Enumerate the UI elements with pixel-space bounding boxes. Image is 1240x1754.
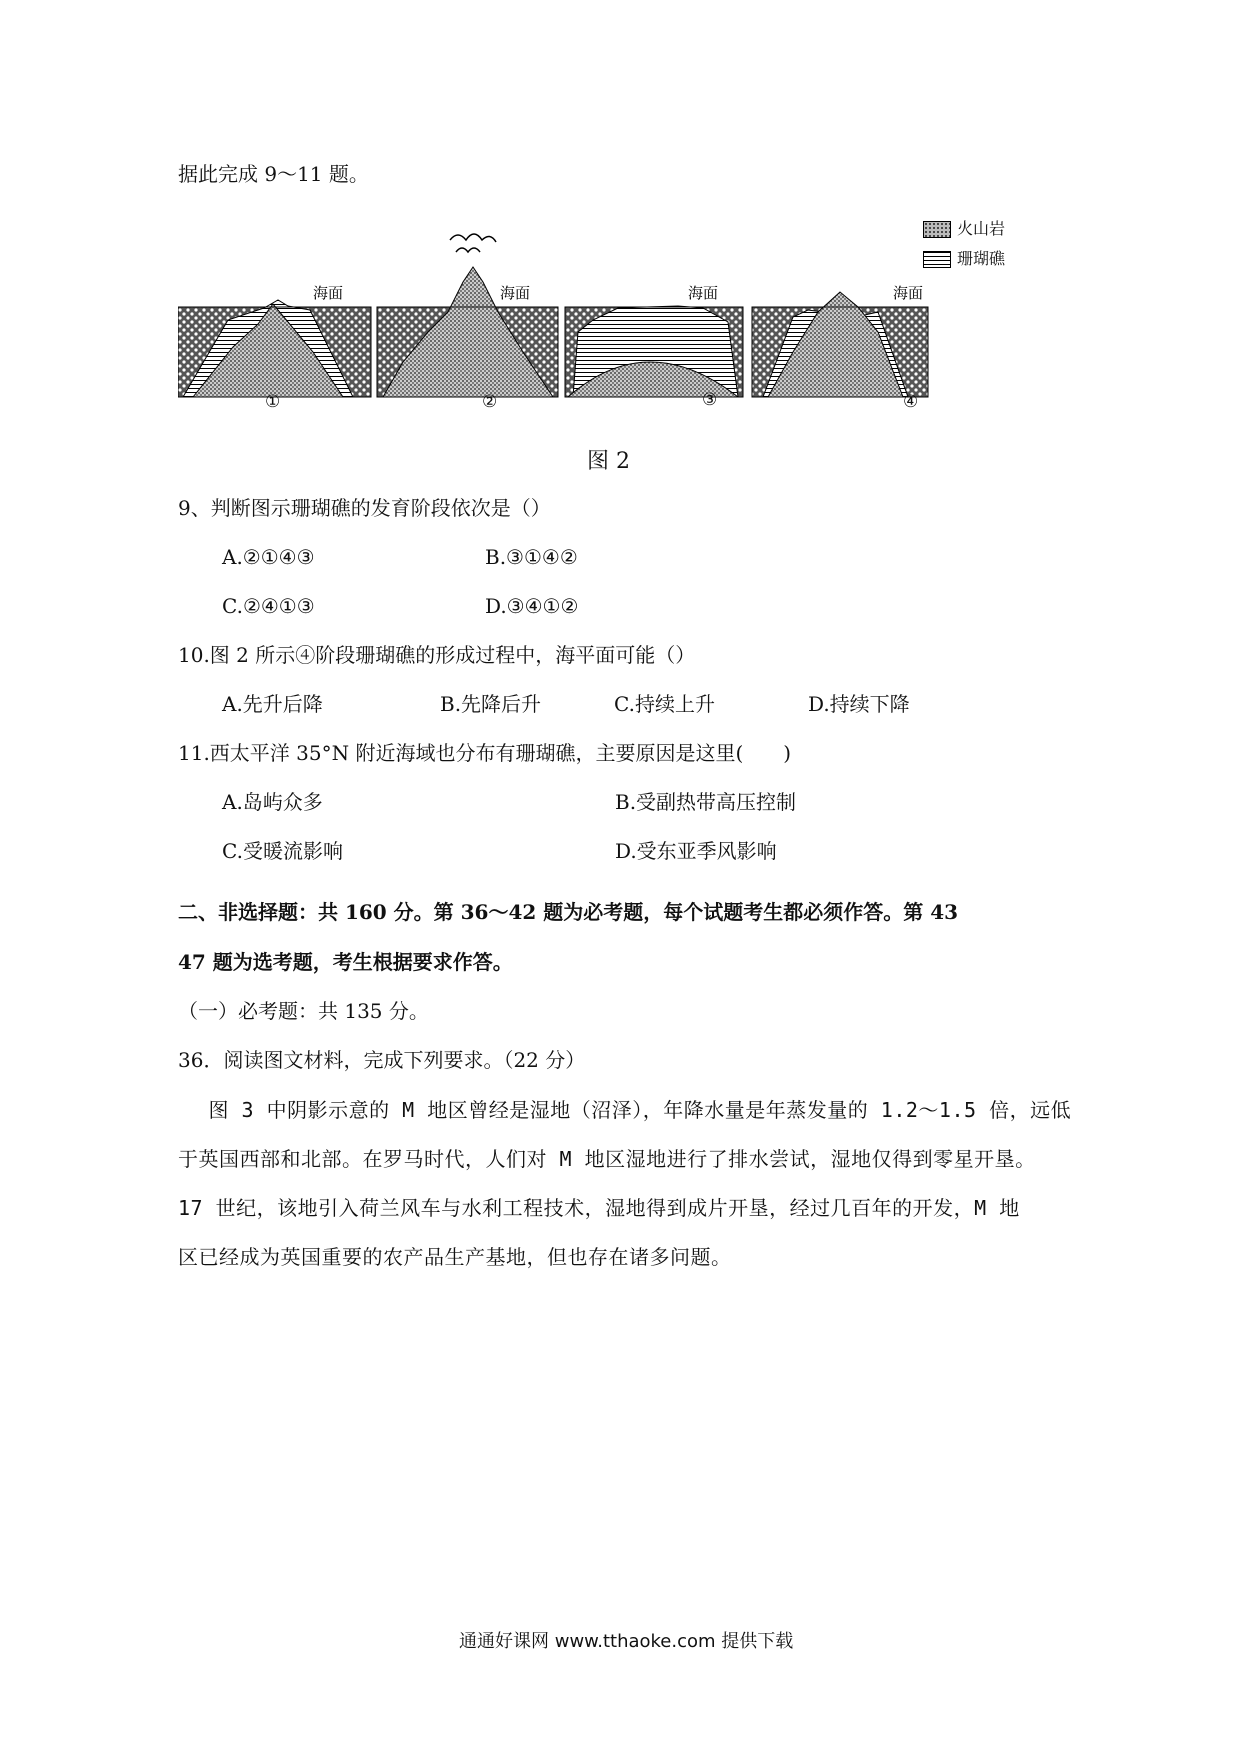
q11-option-b: B.受副热带高压控制 xyxy=(615,790,797,814)
panel-label-3: ③ xyxy=(702,390,718,410)
panel-label-1: ① xyxy=(265,392,281,412)
section2-subheading: （一）必考题：共 135 分。 xyxy=(178,999,429,1023)
q9-option-d: D.③④①② xyxy=(485,594,579,618)
legend-coral: 珊瑚礁 xyxy=(923,246,1005,269)
q11-option-a: A.岛屿众多 xyxy=(222,790,323,814)
legend-volcanic: 火山岩 xyxy=(923,216,1005,239)
sea-label-2: 海面 xyxy=(500,284,531,302)
coral-reef-figure xyxy=(178,212,1033,410)
q11-option-c: C.受暖流影响 xyxy=(222,839,343,863)
panel-2 xyxy=(377,234,558,397)
footer-download-note: 通通好课网 www.tthaoke.com 提供下载 xyxy=(459,1631,794,1652)
sea-label-3: 海面 xyxy=(688,284,719,302)
panel-4 xyxy=(752,292,928,397)
sea-label-4: 海面 xyxy=(893,284,924,302)
q10-option-a: A.先升后降 xyxy=(222,692,323,716)
panel-label-2: ② xyxy=(482,392,498,412)
q9-option-c: C.②④①③ xyxy=(222,594,315,618)
q36-paragraph-line-3: 17 世纪，该地引入荷兰风车与水利工程技术，湿地得到成片开垦，经过几百年的开发，M 地 xyxy=(178,1196,1020,1220)
figure-caption: 图 2 xyxy=(587,449,630,474)
q10-stem: 10.图 2 所示④阶段珊瑚礁的形成过程中，海平面可能（） xyxy=(178,643,696,667)
panel-label-4: ④ xyxy=(903,392,919,412)
q10-option-b: B.先降后升 xyxy=(440,692,542,716)
panel-1 xyxy=(178,300,371,397)
q9-option-b: B.③①④② xyxy=(485,545,578,569)
panel-3 xyxy=(565,306,743,397)
sea-label-1: 海面 xyxy=(313,284,344,302)
q36-paragraph-line-1: 图 3 中阴影示意的 M 地区曾经是湿地（沼泽），年降水量是年蒸发量的 1.2～1.5 倍，远低 xyxy=(188,1098,1072,1122)
q10-option-d: D.持续下降 xyxy=(808,692,910,716)
q36-paragraph-line-4: 区已经成为英国重要的农产品生产基地，但也存在诸多问题。 xyxy=(178,1245,732,1269)
section2-line2: 47 题为选考题，考生根据要求作答。 xyxy=(178,950,513,974)
q9-stem: 9、判断图示珊瑚礁的发育阶段依次是（） xyxy=(178,496,551,520)
q9-option-a: A.②①④③ xyxy=(222,545,315,569)
q36-paragraph-line-2: 于英国西部和北部。在罗马时代，人们对 M 地区湿地进行了排水尝试，湿地仅得到零星开垦。 xyxy=(178,1147,1036,1171)
q10-option-c: C.持续上升 xyxy=(614,692,715,716)
section2-line1: 二、非选择题：共 160 分。第 36～42 题为必考题，每个试题考生都必须作答。第 43 xyxy=(178,900,959,924)
q11-option-d: D.受东亚季风影响 xyxy=(615,839,777,863)
q11-stem: 11.西太平洋 35°N 附近海域也分布有珊瑚礁，主要原因是这里( ) xyxy=(178,741,792,765)
intro-text: 据此完成 9～11 题。 xyxy=(178,162,369,186)
q36-stem: 36．阅读图文材料，完成下列要求。（22 分） xyxy=(178,1048,586,1072)
